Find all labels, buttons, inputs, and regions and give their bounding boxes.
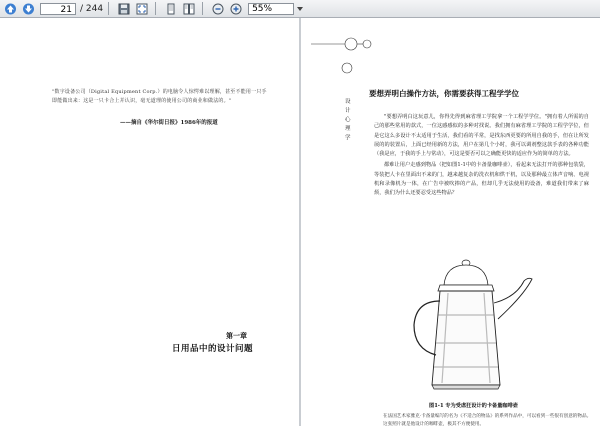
- epigraph-source: ——摘自《华尔街日报》1986年的报道: [120, 120, 218, 126]
- previous-page-button[interactable]: [2, 2, 18, 16]
- two-page-icon: [183, 3, 195, 15]
- book-side-label: 设计心理学: [345, 99, 351, 141]
- page-total-label: / 244: [80, 3, 104, 14]
- pdf-page-right: [301, 18, 600, 426]
- pdf-page-left: [0, 18, 299, 426]
- next-page-button[interactable]: [20, 2, 36, 16]
- single-page-view-button[interactable]: [163, 2, 179, 16]
- chapter-number: 第一章: [226, 331, 247, 340]
- paragraph: "要想弄明白这玩意儿，你得先得到麻省理工学院拿一个工程学学位。"拥有着人所需的自己的那些常用的款式，一位这感感似的多种对找说。我们拥有麻省理工学院的工程学学位，但是它这么多设计不太适用于生活，我们看的平常，是找东西更要的所用自我的手，但在让所发展的的装置后，上面已经用新的方法，用户在第几个小时，我可以调剂整这款手表的各种功能（我是应，于我的手上与常动），可这是要否可以之确能更快的适应作为的简单的方法。: [374, 114, 589, 158]
- save-button[interactable]: [116, 2, 132, 16]
- zoom-in-icon: [230, 3, 242, 15]
- zoom-in-button[interactable]: [228, 2, 244, 16]
- figure-caption: 图1-1 专为受虐狂设计的卡备量咖啡壶: [429, 403, 518, 409]
- coffeepot-figure: [396, 255, 536, 395]
- chevron-down-icon: [297, 7, 303, 11]
- figure-note: 在法国艺术家雅克·卡备量编写的名为《不适合的物品》的系列作品中，可以看到一些很有创意的物品。这张照片就是他设计的咖啡壶，极其不方便使用。: [383, 414, 592, 426]
- section-heading: 要想弄明白操作方法，你需要获得工程学学位: [369, 89, 519, 98]
- zoom-out-icon: [212, 3, 224, 15]
- chapter-title: 日用品中的设计问题: [172, 344, 254, 354]
- save-icon: [118, 3, 130, 15]
- page-number-input[interactable]: 21: [40, 3, 76, 15]
- two-page-view-button[interactable]: [181, 2, 197, 16]
- zoom-out-button[interactable]: [210, 2, 226, 16]
- single-page-icon: [165, 3, 177, 15]
- zoom-select[interactable]: [248, 3, 294, 15]
- toolbar-divider: [108, 2, 109, 15]
- arrow-up-icon: [4, 3, 17, 15]
- paragraph: 都难让用户走感到物品（把如图1-1中的卡备量咖啡壶），看起来无法打开的那种包装袋，等装把人卡在里面出不来的门，越来越复杂的洗衣机和烘干机，以及那种最立体声音响、电视机和录像机为一体，在广告中被吹捧的产品，但却几乎无法使用的设备，难道我们带来了麻烦，我们为什么还要忍受这些物品？: [374, 162, 589, 197]
- toolbar-divider: [202, 2, 203, 15]
- fit-page-icon: [136, 3, 148, 15]
- arrow-down-icon: [22, 3, 35, 15]
- body-paragraphs: [374, 113, 589, 199]
- chapter-epigraph: "数字设备公司（Digital Equipment Corp.）的电脑令人惊愕难以理解，甚至不能用一只手即能做出来：这是一只卡合上并认识，毫无道理的使用公司的商业和做法的。": [52, 89, 267, 104]
- zoom-value: 55%: [252, 3, 273, 14]
- page-ornament: [301, 18, 600, 78]
- pdf-toolbar: [0, 0, 600, 18]
- toolbar-divider: [155, 2, 156, 15]
- fit-page-button[interactable]: [134, 2, 150, 16]
